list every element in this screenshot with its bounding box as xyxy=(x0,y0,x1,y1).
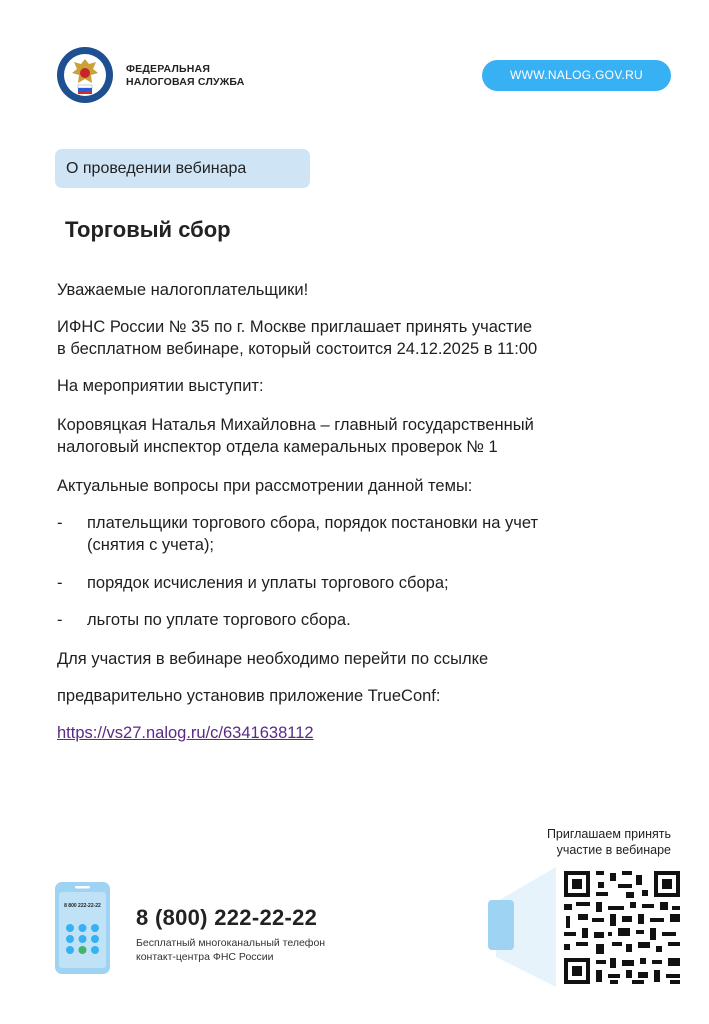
install-note: предварительно установив приложение TrueConf: xyxy=(57,687,441,705)
invite-line-2: в бесплатном вебинаре, который состоится 24.12.2025 в 11:00 xyxy=(57,340,538,358)
topic-1-line-2: (снятия с учета); xyxy=(87,536,215,554)
topic-2: порядок исчисления и уплаты торгового сбора; xyxy=(87,574,449,592)
phone-screen-text: 8 800 222-22-22 xyxy=(64,903,101,909)
invite-line-1: ИФНС России № 35 по г. Москве приглашает принять участие xyxy=(57,318,533,336)
topic-1-line-1: плательщики торгового сбора, порядок постановки на учет xyxy=(87,514,539,532)
org-name xyxy=(126,63,245,89)
page-title: Торговый сбор xyxy=(65,217,231,242)
topic-3: льготы по уплате торгового сбора. xyxy=(87,611,351,629)
webinar-invite-line1: Приглашаем принять xyxy=(546,827,671,841)
category-tag: О проведении вебинара xyxy=(55,149,310,188)
hotline-description-line1: Бесплатный многоканальный телефон xyxy=(136,937,326,949)
speaker-intro: На мероприятии выступит: xyxy=(57,377,264,395)
bullet-marker: - xyxy=(57,574,63,592)
greeting: Уважаемые налогоплательщики! xyxy=(57,281,309,299)
participation-text: Для участия в вебинаре необходимо перейти по ссылке xyxy=(57,650,489,668)
webinar-invite xyxy=(547,826,671,858)
topics-intro: Актуальные вопросы при рассмотрении данной темы: xyxy=(57,477,473,495)
org-name-line2: НАЛОГОВАЯ СЛУЖБА xyxy=(126,76,245,88)
speaker-line-2: налоговый инспектор отдела камеральных проверок № 1 xyxy=(57,438,498,456)
qr-code-icon[interactable] xyxy=(486,862,686,992)
webinar-invite-line2: участие в вебинаре xyxy=(556,843,671,857)
org-name-line1: ФЕДЕРАЛЬНАЯ xyxy=(126,63,211,75)
fns-emblem-icon xyxy=(56,46,114,104)
hotline-description-line2: контакт-центра ФНС России xyxy=(136,951,274,963)
phone-icon xyxy=(55,882,110,974)
webinar-link[interactable]: https://vs27.nalog.ru/c/6341638112 xyxy=(57,724,314,742)
website-button[interactable]: WWW.NALOG.GOV.RU xyxy=(482,60,671,91)
speaker-line-1: Коровяцкая Наталья Михайловна – главный государственный xyxy=(57,416,534,434)
hotline-number: 8 (800) 222-22-22 xyxy=(136,905,318,930)
hotline-description xyxy=(136,936,325,964)
bullet-marker: - xyxy=(57,611,63,629)
bullet-marker: - xyxy=(57,514,63,532)
